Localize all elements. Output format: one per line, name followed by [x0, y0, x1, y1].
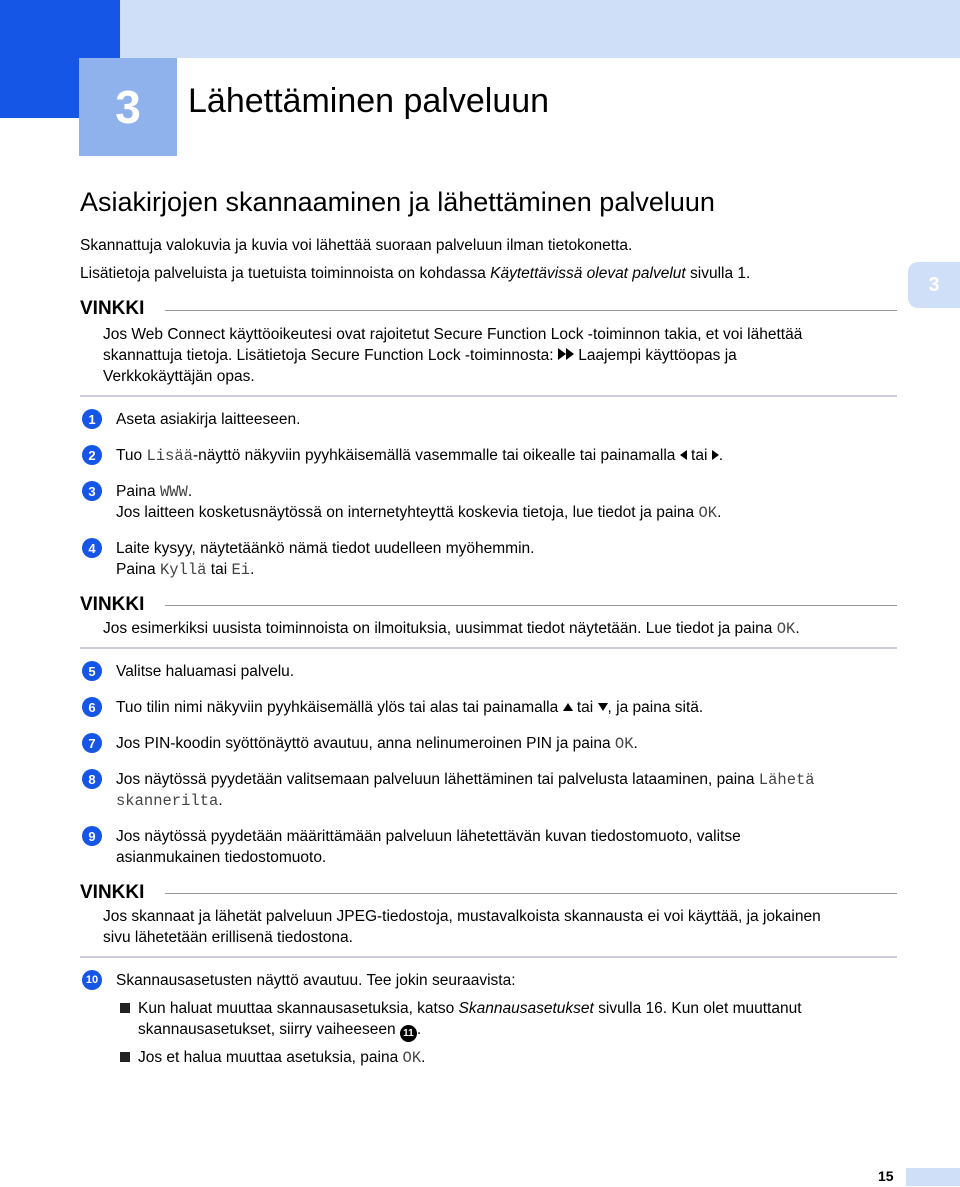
note-1-line-1: Jos Web Connect käyttöoikeutesi ovat rajoitetut Secure Function Lock -toiminnon takia, et voi lähettää — [103, 326, 803, 343]
code-lisaa: Lisää — [146, 447, 193, 465]
note-bottom-rule — [80, 956, 897, 958]
step-number-4: 4 — [82, 538, 102, 558]
code-skannerilta: skannerilta — [116, 792, 219, 810]
step-number-6: 6 — [82, 697, 102, 717]
link-scan-settings[interactable]: Skannausasetukset — [458, 1000, 594, 1017]
code-ok: OK — [698, 504, 718, 522]
step-number-1: 1 — [82, 409, 102, 429]
step-number-3: 3 — [82, 481, 102, 501]
note-3-line-1: Jos skannaat ja lähetät palveluun JPEG-tiedostoja, mustavalkoista skannausta ei voi käyttää, ja jokainen — [103, 908, 821, 925]
code-laheta: Lähetä — [758, 771, 815, 789]
bullet-marker — [120, 1052, 130, 1062]
step-4-line-2: Paina Kyllä tai Ei. — [116, 561, 255, 579]
step-2-text: Tuo Lisää-näyttö näkyviin pyyhkäisemällä vasemmalle tai oikealle tai painamalla tai . — [116, 447, 724, 465]
page-number: 15 — [878, 1168, 894, 1184]
note-1-line-2: skannattuja tietoja. Lisätietoja Secure Function Lock -toiminnosta: Laajempi käyttöopas ja — [103, 347, 737, 364]
step-9-line-1: Jos näytössä pyydetään määrittämään palveluun lähetettävän kuvan tiedostomuoto, valitse — [116, 828, 741, 845]
arrow-left-icon — [680, 450, 687, 460]
arrow-right-icon — [712, 450, 719, 460]
step-3-line-2: Jos laitteen kosketusnäytössä on internetyhteyttä koskevia tietoja, lue tiedot ja paina OK. — [116, 504, 722, 522]
header-band — [0, 0, 960, 58]
intro-line-2: Lisätietoja palveluista ja tuetuista toiminnoista on kohdassa Käytettävissä olevat palvelut sivulla 1. — [80, 265, 751, 282]
code-ok: OK — [776, 620, 796, 638]
chapter-number: 3 — [79, 58, 177, 156]
step-number-8: 8 — [82, 769, 102, 789]
note-3-line-2: sivu lähetetään erillisenä tiedostona. — [103, 929, 353, 946]
step-7-text: Jos PIN-koodin syöttönäyttö avautuu, anna nelinumeroinen PIN ja paina OK. — [116, 735, 638, 753]
arrow-up-icon — [563, 703, 573, 711]
double-arrow-icon — [558, 345, 574, 366]
side-chapter-tab: 3 — [908, 262, 960, 308]
step-5-text: Valitse haluamasi palvelu. — [116, 663, 295, 680]
section-title: Asiakirjojen skannaaminen ja lähettäminen palveluun — [80, 187, 715, 217]
note-rule — [165, 893, 897, 894]
bullet-1-line-2: skannausasetukset, siirry vaiheeseen 11 . — [138, 1019, 421, 1042]
step-10-text: Skannausasetusten näyttö avautuu. Tee jokin seuraavista: — [116, 972, 516, 989]
note-2-text: Jos esimerkiksi uusista toiminnoista on ilmoituksia, uusimmat tiedot näytetään. Lue tiedot ja paina OK. — [103, 620, 800, 638]
step-number-7: 7 — [82, 733, 102, 753]
step-number-9: 9 — [82, 826, 102, 846]
bullet-2-text: Jos et halua muuttaa asetuksia, paina OK. — [138, 1049, 426, 1067]
note-heading: VINKKI — [80, 882, 145, 903]
step-number-10: 10 — [82, 970, 102, 990]
link-available-services[interactable]: Käytettävissä olevat palvelut — [490, 265, 686, 282]
code-ei: Ei — [231, 561, 251, 579]
note-bottom-rule — [80, 395, 897, 397]
step-9-line-2: asianmukainen tiedostomuoto. — [116, 849, 327, 866]
code-ok: OK — [402, 1049, 422, 1067]
intro-line-1: Skannattuja valokuvia ja kuvia voi lähettää suoraan palveluun ilman tietokonetta. — [80, 237, 633, 254]
chapter-title: Lähettäminen palveluun — [188, 82, 550, 120]
footer-band — [906, 1168, 960, 1186]
bullet-marker — [120, 1003, 130, 1013]
note-heading: VINKKI — [80, 298, 145, 319]
note-heading: VINKKI — [80, 594, 145, 615]
step-reference-11[interactable]: 11 — [400, 1025, 417, 1042]
step-6-text: Tuo tilin nimi näkyviin pyyhkäisemällä ylös tai alas tai painamalla tai , ja paina sitä. — [116, 699, 704, 716]
step-8-line-1: Jos näytössä pyydetään valitsemaan palveluun lähettäminen tai palvelusta lataaminen, paina Lähetä — [116, 771, 815, 789]
bullet-1-line-1: Kun haluat muuttaa skannausasetuksia, katso Skannausasetukset sivulla 16. Kun olet muuttanut — [138, 1000, 802, 1017]
note-1-line-3: Verkkokäyttäjän opas. — [103, 368, 255, 385]
step-number-2: 2 — [82, 445, 102, 465]
code-www: WWW — [159, 483, 188, 501]
step-3-line-1: Paina WWW. — [116, 483, 193, 501]
note-rule — [165, 310, 897, 311]
step-8-line-2: skannerilta. — [116, 792, 223, 810]
note-bottom-rule — [80, 647, 897, 649]
arrow-down-icon — [598, 703, 608, 711]
step-4-line-1: Laite kysyy, näytetäänkö nämä tiedot uudelleen myöhemmin. — [116, 540, 535, 557]
code-ok: OK — [614, 735, 634, 753]
step-1-text: Aseta asiakirja laitteeseen. — [116, 411, 301, 428]
step-number-5: 5 — [82, 661, 102, 681]
code-kylla: Kyllä — [159, 561, 207, 579]
note-rule — [165, 605, 897, 606]
